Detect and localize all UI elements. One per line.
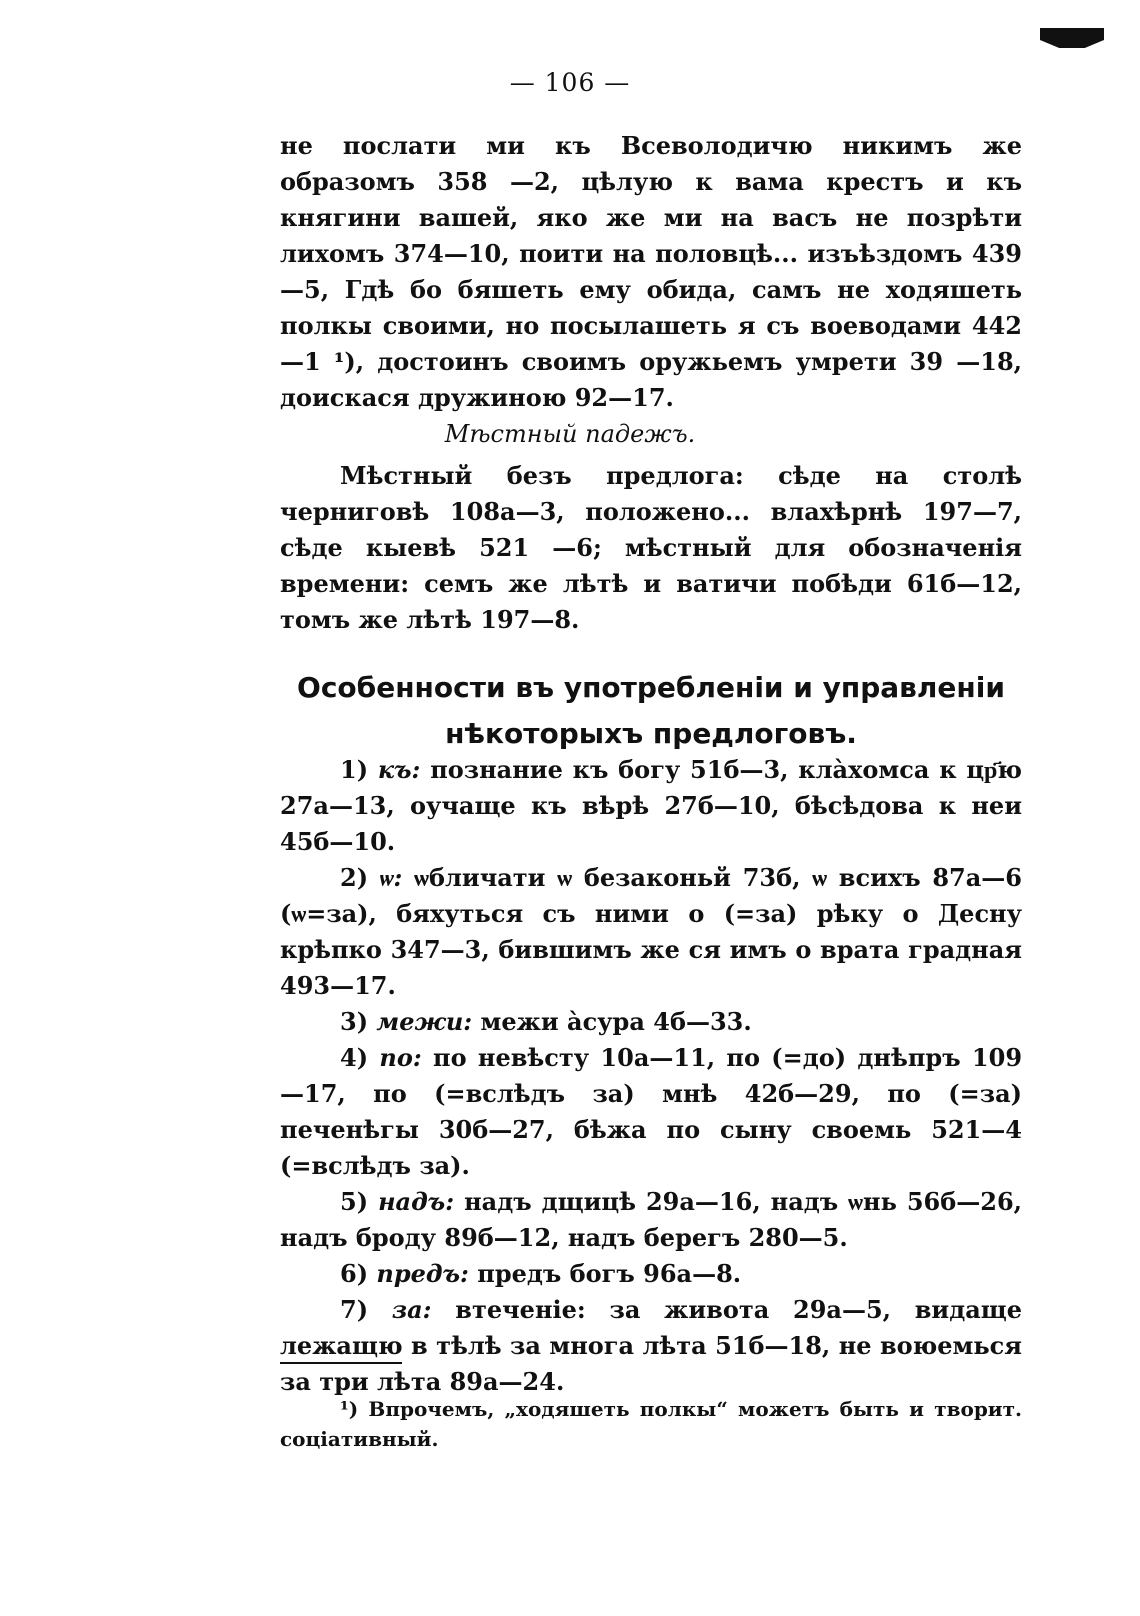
list-item bbox=[280, 1184, 1022, 1256]
item-text: надъ дщицѣ 29а—16, надъ ѡнь 56б—26, надъ броду 89б—12, надъ берегъ 280—5. bbox=[280, 1187, 1023, 1252]
item-number: 6) bbox=[340, 1259, 369, 1288]
footnote: ¹) Впрочемъ, „ходяшеть полкы“ можетъ быть и творит. соціативный. bbox=[280, 1397, 1022, 1451]
list-item bbox=[280, 752, 1022, 860]
item-label: за: bbox=[391, 1295, 432, 1324]
list-item bbox=[280, 1040, 1022, 1184]
item-text: втеченіе: за живота 29а—5, видаще лежащю в тѣлѣ за многа лѣта 51б—18, не воюемься за три лѣта 89а—24. bbox=[280, 1295, 1022, 1396]
item-number: 7) bbox=[340, 1295, 369, 1324]
item-text: ѡбличати ѡ безаконьй 73б, ѡ всихъ 87а—6 (ѡ=за), бяхуться съ ними о (=за) рѣку о Десну крѣпко 347—3, бившимъ же ся имъ о врата градная 493—17. bbox=[280, 863, 1022, 1000]
locative-heading: Мѣстный падежъ. bbox=[444, 420, 696, 448]
item-number: 5) bbox=[340, 1187, 369, 1216]
intro-paragraph bbox=[280, 128, 1022, 416]
item-number: 3) bbox=[340, 1007, 369, 1036]
item-number: 1) bbox=[340, 755, 369, 784]
item-label: къ: bbox=[377, 755, 421, 784]
list-item bbox=[280, 1256, 1022, 1292]
list-item bbox=[280, 860, 1022, 1004]
page-number: — 106 — bbox=[509, 68, 631, 97]
section-title-line1: Особенности въ употребленіи и управленіи bbox=[297, 671, 1005, 704]
list-item bbox=[280, 1292, 1022, 1400]
item-text: межи а̀сура 4б—33. bbox=[480, 1007, 752, 1036]
item-number: 4) bbox=[340, 1043, 369, 1072]
item-label: предъ: bbox=[376, 1259, 469, 1288]
item-number: 2) bbox=[340, 863, 369, 892]
section-title-line2: нѣкоторыхъ предлоговъ. bbox=[445, 717, 857, 750]
item-text: предъ богъ 96а—8. bbox=[477, 1259, 742, 1288]
corner-print-mark bbox=[1040, 28, 1104, 48]
section-title bbox=[280, 665, 1022, 757]
footnote-divider bbox=[280, 1362, 402, 1364]
item-label: по: bbox=[379, 1043, 422, 1072]
preposition-list bbox=[280, 752, 1022, 1400]
item-text: по невѣсту 10а—11, по (=до) днѣпръ 109 —17, по (=вслѣдъ за) мнѣ 42б—29, по (=за) печенѣгы 30б—27, бѣжа по сыну своемь 521—4 (=вслѣдъ за). bbox=[280, 1043, 1023, 1180]
item-label: ѡ: bbox=[379, 863, 403, 892]
item-label: межи: bbox=[376, 1007, 473, 1036]
item-label: надъ: bbox=[378, 1187, 455, 1216]
intro-text: не послати ми къ Всеволодичю никимъ же образомъ 358 —2, цѣлую к вама крестъ и къ княгини вашей, яко же ми на васъ не позрѣти лихомъ 374—10, поити на половцѣ... изъѣздомъ 439—5, Гдѣ бо бяшеть ему обида, самъ не ходяшеть полкы своими, но посылашеть я съ воеводами 442—1 ¹), достоинъ своимъ оружьемъ умрети 39 —18, доискася дружиною 92—17. bbox=[280, 131, 1022, 412]
item-text: познание къ богу 51б—3, кла̀хомса к цр҃ю 27а—13, оучаще къ вѣрѣ 27б—10, бѣсѣдова к неи 45б—10. bbox=[280, 755, 1023, 856]
list-item bbox=[280, 1004, 1022, 1040]
locative-text: Мѣстный безъ предлога: сѣде на столѣ черниговѣ 108а—3, положено... влахѣрнѣ 197—7, сѣде кыевѣ 521 —6; мѣстный для обозначенія времени: семъ же лѣтѣ и ватичи побѣди 61б—12, томъ же лѣтѣ 197—8. bbox=[280, 461, 1022, 634]
locative-paragraph bbox=[280, 458, 1022, 638]
